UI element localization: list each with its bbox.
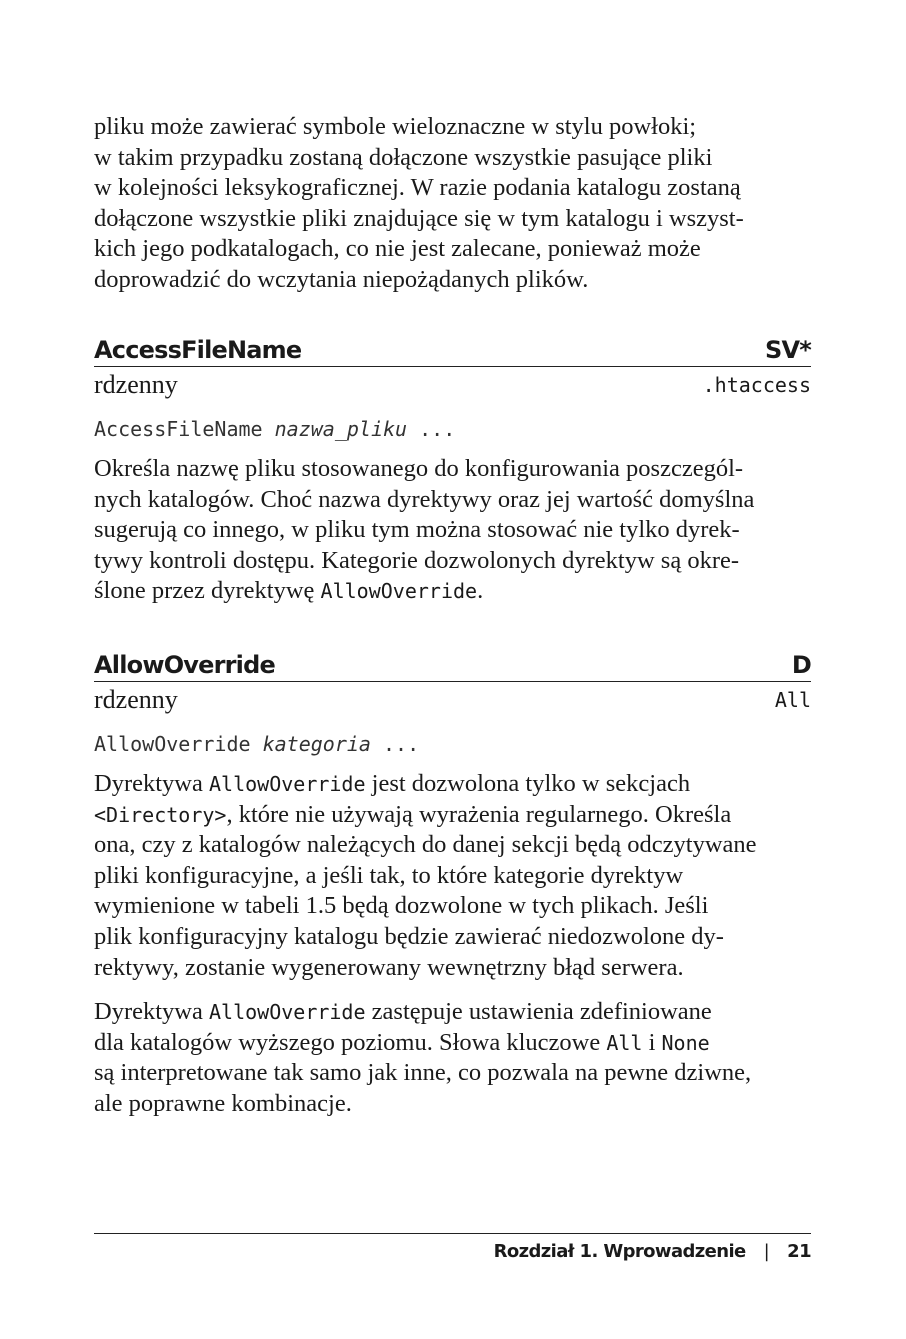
directive-allowoverride	[94, 645, 811, 1120]
intro-line: doprowadzić do wczytania niepożądanych plików.	[94, 265, 589, 293]
syntax-argument: kategoria	[262, 732, 371, 756]
inline-code: AllowOverride	[208, 1000, 366, 1025]
page-footer	[494, 1241, 811, 1262]
desc-text: dla katalogów wyższego poziomu. Słowa kluczowe	[94, 1028, 601, 1056]
directive-header	[94, 645, 811, 682]
directive-module: rdzenny	[94, 370, 178, 399]
directive-default: All	[774, 688, 811, 712]
desc-text: i	[648, 1028, 656, 1056]
footer-page-number: 21	[787, 1241, 811, 1262]
syntax-ellipsis: ...	[383, 732, 420, 756]
inline-code: AllowOverride	[320, 579, 478, 604]
directive-description	[94, 454, 811, 607]
inline-code: None	[661, 1030, 710, 1055]
intro-line: w kolejności leksykograficznej. W razie podania katalogu zostaną	[94, 174, 741, 202]
directive-module: rdzenny	[94, 685, 178, 714]
directive-context: SV*	[764, 336, 811, 364]
desc-text: ślone przez dyrektywę	[94, 577, 315, 605]
desc-line: pliki konfiguracyjne, a jeśli tak, to które kategorie dyrektyw	[94, 861, 684, 889]
footer-chapter: Rozdział 1. Wprowadzenie	[493, 1241, 746, 1262]
desc-line: sugerują co innego, w pliku tym można stosować nie tylko dyrek-	[94, 516, 740, 544]
directive-accessfilename	[94, 330, 811, 607]
directive-meta	[94, 367, 811, 403]
desc-line: rektywy, zostanie wygenerowany wewnętrzny błąd serwera.	[94, 953, 684, 981]
desc-line	[94, 800, 811, 831]
intro-line: pliku może zawierać symbole wieloznaczne w stylu powłoki;	[94, 113, 697, 140]
desc-line: ale poprawne kombinacje.	[94, 1089, 352, 1117]
syntax-command: AccessFileName	[94, 417, 263, 441]
directive-context: D	[791, 651, 811, 679]
syntax-argument: nazwa_pliku	[274, 417, 408, 441]
footer-separator: |	[763, 1241, 770, 1262]
directive-default: .htaccess	[702, 373, 811, 397]
directive-syntax	[94, 732, 811, 756]
desc-line: ona, czy z katalogów należących do danej sekcji będą odczytywane	[94, 831, 757, 859]
desc-line: są interpretowane tak samo jak inne, co pozwala na pewne dziwne,	[94, 1059, 752, 1087]
syntax-ellipsis: ...	[419, 417, 456, 441]
desc-line: wymienione w tabeli 1.5 będą dozwolone w tych plikach. Jeśli	[94, 892, 709, 920]
directive-header	[94, 330, 811, 367]
desc-line: nych katalogów. Choć nazwa dyrektywy oraz jej wartość domyślna	[94, 485, 755, 513]
desc-line: tywy kontroli dostępu. Kategorie dozwolonych dyrektyw są okre-	[94, 546, 740, 574]
desc-text: Dyrektywa	[94, 770, 203, 797]
directive-description	[94, 769, 811, 983]
syntax-command: AllowOverride	[94, 732, 251, 756]
directive-syntax	[94, 417, 811, 441]
desc-text: Dyrektywa	[94, 998, 203, 1026]
directive-meta	[94, 682, 811, 718]
directive-description-2	[94, 997, 811, 1119]
directive-name: AllowOverride	[94, 651, 275, 679]
desc-line	[94, 997, 811, 1028]
intro-line: kich jego podkatalogach, co nie jest zalecane, ponieważ może	[94, 235, 701, 263]
desc-line: plik konfiguracyjny katalogu będzie zawierać niedozwolone dy-	[94, 922, 724, 950]
desc-text: jest dozwolona tylko w sekcjach	[371, 770, 691, 797]
desc-line	[94, 1028, 811, 1059]
desc-text: , które nie używają wyrażenia regularnego. Określa	[226, 800, 732, 828]
desc-text: .	[477, 577, 484, 605]
intro-line: dołączone wszystkie pliki znajdujące się w tym katalogu i wszyst-	[94, 204, 744, 232]
inline-code: AllowOverride	[208, 772, 366, 796]
inline-code: <Directory>	[94, 802, 227, 827]
inline-code: All	[606, 1030, 643, 1055]
intro-line: w takim przypadku zostaną dołączone wszystkie pasujące pliki	[94, 143, 713, 171]
footer-rule	[94, 1233, 811, 1234]
desc-line: Określa nazwę pliku stosowanego do konfigurowania poszczegól-	[94, 455, 744, 482]
desc-line	[94, 576, 811, 607]
desc-line	[94, 769, 811, 800]
directive-name: AccessFileName	[94, 336, 302, 364]
desc-text: zastępuje ustawienia zdefiniowane	[371, 998, 712, 1026]
intro-paragraph	[94, 112, 811, 296]
